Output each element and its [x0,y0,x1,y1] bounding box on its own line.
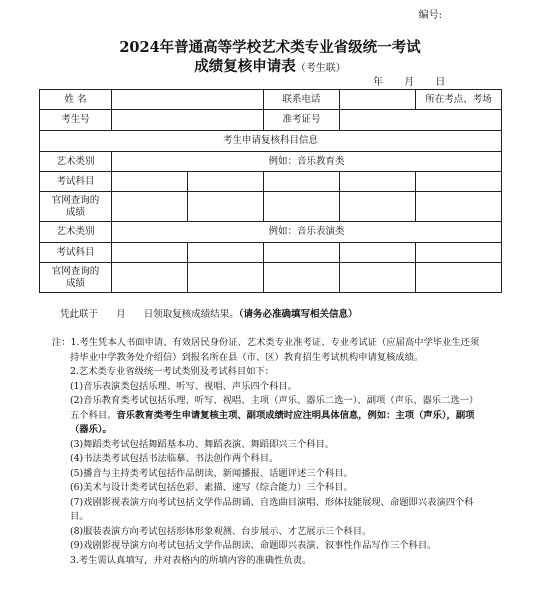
location-label: 所在考点、考场 [416,90,502,110]
section-header: 考生申请复核科目信息 [40,131,502,152]
name-label: 姓 名 [40,90,112,110]
subject-cell[interactable] [112,172,188,192]
form-subtitle [0,55,540,76]
note-sub-9: (9)戏剧影视导演方向考试包括文学作品朗读、命题即兴表演、叙事性作品写作三个科目。 [70,540,437,551]
name-field[interactable] [112,90,264,110]
note-sub-1: (1)音乐表演类包括乐理、听写、视唱、声乐四个科目。 [70,380,297,392]
application-table [39,89,502,293]
date-line: 年 月 日 [373,77,446,88]
subject-cell[interactable] [112,243,188,263]
subject-cell[interactable] [340,243,416,263]
note-1: 注：1.考生凭本人书面申请、有效居民身份证、艺术类专业准考证、专业考试证（应届高中学毕业生还须持毕业中学教务处介绍信）到报名所在县（市、区）教育招生考试机构申请复核成绩。 [52,337,480,363]
note-sub-5: (5)播音与主持类考试包括作品朗读、新闻播报、话题评述三个科目。 [70,467,353,479]
admission-number-label: 准考证号 [264,110,340,131]
serial-number-label: 编号: [418,10,442,21]
score-cell[interactable] [416,263,502,293]
note-sub-7: (7)戏剧影视表演方向考试包括文学作品朗诵、自选曲目演唱、形体技能展现、命题即兴表演四个科目。 [70,496,474,522]
score-cell[interactable] [340,263,416,293]
score-label-line2: 成绩 [65,277,85,289]
form-title: 2024年普通高等学校艺术类专业省级统一考试 [119,39,421,56]
footer-emphasis: （请务必准确填写相关信息） [238,309,358,320]
notes-section [52,336,482,568]
score-cell[interactable] [112,263,188,293]
phone-label: 联系电话 [264,90,340,109]
art-category-field-2[interactable]: 例如：音乐表演类 [112,222,502,243]
score-label-1 [40,192,112,222]
admission-number-field[interactable] [340,110,502,131]
phone-row-cell [264,90,416,110]
note-sub-2 [52,394,482,438]
score-label-line1: 官网查询的 [51,194,100,206]
score-cell[interactable] [264,263,340,293]
score-cell[interactable] [188,192,264,222]
footer-text: 凭此联于 月 日领取复核成绩结果。 [60,309,239,320]
note-sub-6: (6)美术与设计类考试包括色彩、素描、速写（综合能力）三个科目。 [70,482,353,493]
score-cell[interactable] [264,192,340,222]
score-cell[interactable] [340,192,416,222]
subjects-label-2: 考试科目 [40,243,112,263]
art-category-label-1: 艺术类别 [40,152,112,172]
subject-cell[interactable] [416,243,502,263]
art-category-field-1[interactable]: 例如：音乐教育类 [112,152,502,172]
score-label-2 [40,263,112,293]
subject-cell[interactable] [340,172,416,192]
subjects-label-1: 考试科目 [40,172,112,192]
form-subtitle-text: 成绩复核申请表 [194,58,296,75]
phone-field[interactable] [340,90,415,109]
note-2: 2.艺术类专业省级统一考试类别及考试科目如下： [70,366,275,377]
subject-cell[interactable] [264,243,340,263]
subject-cell[interactable] [264,172,340,192]
subject-cell[interactable] [416,172,502,192]
exam-number-field[interactable] [112,110,264,131]
subject-cell[interactable] [188,243,264,263]
subject-cell[interactable] [188,172,264,192]
note-sub-4: (4)书法类考试包括书法临摹、书法创作两个科目。 [70,453,279,464]
art-category-label-2: 艺术类别 [40,222,112,243]
score-label-line1: 官网查询的 [51,265,100,277]
score-label-line2: 成绩 [65,206,85,218]
score-cell[interactable] [188,263,264,293]
note-sub-8: (8)服装表演方向考试包括形体形象观测、台步展示、才艺展示三个科目。 [70,525,372,537]
score-cell[interactable] [112,192,188,222]
note-sub-2-text: (2)音乐教育类考试包括乐理、听写、视唱、主项（声乐、器乐二选一）、副项（声乐、器乐二选一）五个科目。 [70,395,479,421]
note-3: 3.考生需认真填写，并对表格内的所填内容的准确性负责。 [70,554,312,566]
copy-note: （考生联） [295,63,346,74]
note-sub-2-emphasis: 音乐教育类考生申请复核主项、副项成绩时应注明具体信息，例如：主项（声乐），副项（器乐）。 [70,409,475,435]
score-cell[interactable] [416,192,502,222]
footer-line [60,306,358,320]
exam-number-label: 考生号 [40,110,112,131]
note-sub-3: (3)舞蹈类考试包括舞蹈基本功、舞蹈表演、舞蹈即兴三个科目。 [70,438,335,450]
